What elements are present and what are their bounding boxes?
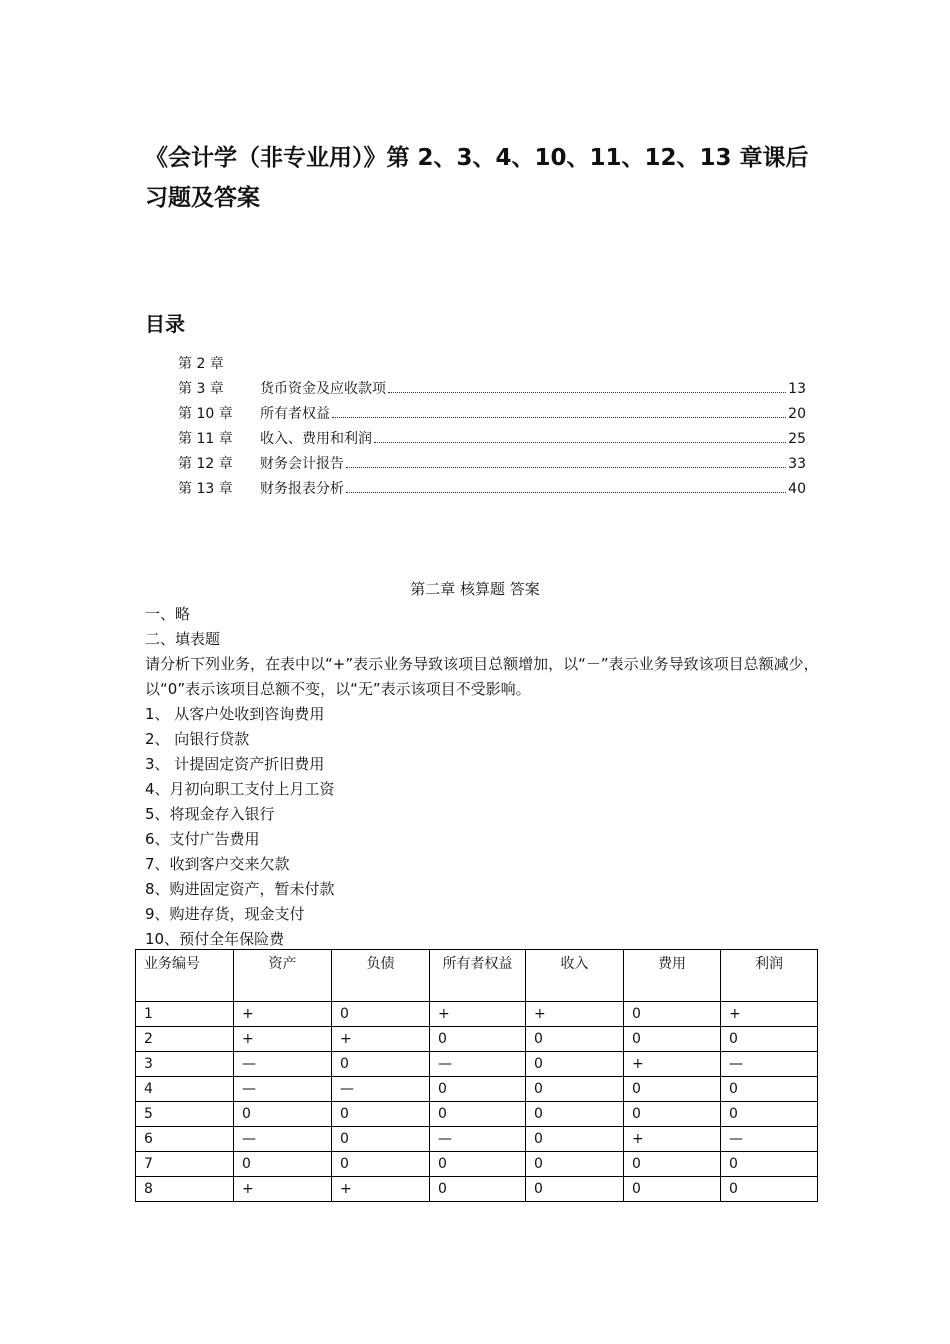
table-cell: 0 bbox=[721, 1152, 818, 1177]
toc-entry-chapter: 第 12 章 bbox=[178, 456, 233, 472]
table-cell: 6 bbox=[136, 1127, 234, 1152]
table-cell: — bbox=[430, 1052, 526, 1077]
toc-entry[interactable] bbox=[178, 352, 806, 377]
table-cell: 0 bbox=[526, 1177, 624, 1202]
table-row bbox=[136, 1052, 818, 1077]
table-cell: 0 bbox=[430, 1027, 526, 1052]
toc-entry-title: 财务报表分析 bbox=[260, 481, 344, 497]
table-cell: + bbox=[234, 1177, 332, 1202]
table-body bbox=[136, 1002, 818, 1202]
toc-entry-page: 25 bbox=[788, 431, 806, 447]
table-cell: — bbox=[234, 1127, 332, 1152]
table-row bbox=[136, 1127, 818, 1152]
table-header-row bbox=[136, 950, 818, 1002]
table-cell: + bbox=[234, 1027, 332, 1052]
toc-dot-leader bbox=[374, 442, 786, 443]
toc-entry-title: 货币资金及应收款项 bbox=[260, 381, 386, 397]
table-cell: 5 bbox=[136, 1102, 234, 1127]
table-cell: 0 bbox=[430, 1177, 526, 1202]
table-cell: 0 bbox=[332, 1102, 430, 1127]
table-cell: 0 bbox=[234, 1102, 332, 1127]
toc-dot-leader bbox=[332, 417, 786, 418]
transaction-item: 6、支付广告费用 bbox=[145, 830, 260, 848]
toc-entry[interactable] bbox=[178, 427, 806, 452]
table-cell: 0 bbox=[332, 1002, 430, 1027]
table-cell: — bbox=[234, 1052, 332, 1077]
transaction-list bbox=[145, 702, 825, 952]
toc-heading: 目录 bbox=[145, 312, 185, 336]
table-cell: — bbox=[430, 1127, 526, 1152]
transaction-item: 4、月初向职工支付上月工资 bbox=[145, 780, 335, 798]
table-row bbox=[136, 1027, 818, 1052]
table-cell: + bbox=[332, 1027, 430, 1052]
table-cell: + bbox=[332, 1177, 430, 1202]
toc-entry-chapter: 第 13 章 bbox=[178, 481, 233, 497]
table-cell: 0 bbox=[721, 1177, 818, 1202]
table-cell: 0 bbox=[430, 1077, 526, 1102]
column-header: 业务编号 bbox=[136, 950, 234, 1002]
table-cell: 0 bbox=[430, 1102, 526, 1127]
table-cell: 0 bbox=[624, 1002, 721, 1027]
transaction-item: 9、购进存货，现金支付 bbox=[145, 905, 305, 923]
column-header: 费用 bbox=[624, 950, 721, 1002]
table-cell: 0 bbox=[526, 1152, 624, 1177]
toc-entry[interactable] bbox=[178, 477, 806, 502]
table-cell: — bbox=[234, 1077, 332, 1102]
table-cell: — bbox=[721, 1127, 818, 1152]
answer-table bbox=[135, 949, 818, 1202]
transaction-item: 10、预付全年保险费 bbox=[145, 930, 285, 948]
column-header: 收入 bbox=[526, 950, 624, 1002]
table-row bbox=[136, 1152, 818, 1177]
section-heading-2: 二、填表题 bbox=[145, 630, 221, 648]
table-cell: 0 bbox=[624, 1027, 721, 1052]
table-cell: 0 bbox=[430, 1152, 526, 1177]
toc-entry[interactable] bbox=[178, 377, 806, 402]
table-cell: 0 bbox=[624, 1152, 721, 1177]
table-cell: — bbox=[721, 1052, 818, 1077]
table-cell: 0 bbox=[526, 1102, 624, 1127]
toc-entry-chapter: 第 2 章 bbox=[178, 356, 224, 372]
table-cell: + bbox=[721, 1002, 818, 1027]
table-cell: 0 bbox=[526, 1127, 624, 1152]
toc-entry-title: 所有者权益 bbox=[260, 406, 330, 422]
toc-entry-page: 20 bbox=[788, 406, 806, 422]
column-header: 利润 bbox=[721, 950, 818, 1002]
toc-entry-title: 收入、费用和利润 bbox=[260, 431, 372, 447]
table-cell: 4 bbox=[136, 1077, 234, 1102]
table-cell: 2 bbox=[136, 1027, 234, 1052]
table-of-contents bbox=[178, 352, 806, 502]
toc-entry[interactable] bbox=[178, 402, 806, 427]
toc-entry-title: 财务会计报告 bbox=[260, 456, 344, 472]
toc-entry-page: 33 bbox=[788, 456, 806, 472]
instruction-paragraph: 请分析下列业务，在表中以“+”表示业务导致该项目总额增加，以“－”表示业务导致该项目总额减少，以“0”表示该项目总额不变，以“无”表示该项目不受影响。 bbox=[145, 655, 819, 698]
table-cell: 0 bbox=[526, 1077, 624, 1102]
transaction-item: 7、收到客户交来欠款 bbox=[145, 855, 290, 873]
chapter-body bbox=[145, 602, 825, 952]
table-cell: 0 bbox=[526, 1027, 624, 1052]
toc-dot-leader bbox=[388, 392, 786, 393]
table-row bbox=[136, 1177, 818, 1202]
transaction-item: 1、 从客户处收到咨询费用 bbox=[145, 705, 325, 723]
section-heading-1: 一、略 bbox=[145, 605, 191, 623]
table-cell: 3 bbox=[136, 1052, 234, 1077]
table-cell: 0 bbox=[624, 1077, 721, 1102]
chapter-title: 第二章 核算题 答案 bbox=[410, 580, 540, 598]
table-cell: 0 bbox=[624, 1177, 721, 1202]
toc-dot-leader bbox=[346, 467, 786, 468]
table-cell: 0 bbox=[332, 1127, 430, 1152]
toc-entry-page: 13 bbox=[788, 381, 806, 397]
table-cell: — bbox=[332, 1077, 430, 1102]
table-cell: 0 bbox=[721, 1027, 818, 1052]
table-cell: 8 bbox=[136, 1177, 234, 1202]
table-cell: + bbox=[430, 1002, 526, 1027]
column-header: 负债 bbox=[332, 950, 430, 1002]
table-cell: 0 bbox=[332, 1052, 430, 1077]
table-cell: 0 bbox=[721, 1077, 818, 1102]
column-header: 所有者权益 bbox=[430, 950, 526, 1002]
transaction-item: 2、 向银行贷款 bbox=[145, 730, 250, 748]
table-cell: 0 bbox=[721, 1102, 818, 1127]
toc-entry-page: 40 bbox=[788, 481, 806, 497]
document-title: 《会计学（非专业用）》第 2、3、4、10、11、12、13 章课后习题及答案 bbox=[145, 145, 809, 211]
transaction-item: 8、购进固定资产，暂未付款 bbox=[145, 880, 335, 898]
toc-entry-chapter: 第 3 章 bbox=[178, 381, 224, 397]
table-cell: 1 bbox=[136, 1002, 234, 1027]
table-cell: 0 bbox=[526, 1052, 624, 1077]
table-row bbox=[136, 1102, 818, 1127]
table-cell: 0 bbox=[234, 1152, 332, 1177]
table-cell: + bbox=[624, 1052, 721, 1077]
transaction-item: 3、 计提固定资产折旧费用 bbox=[145, 755, 325, 773]
toc-entry-chapter: 第 11 章 bbox=[178, 431, 233, 447]
table-cell: + bbox=[526, 1002, 624, 1027]
table-row bbox=[136, 1002, 818, 1027]
table-cell: 7 bbox=[136, 1152, 234, 1177]
table-cell: + bbox=[234, 1002, 332, 1027]
toc-entry[interactable] bbox=[178, 452, 806, 477]
toc-dot-leader bbox=[346, 492, 786, 493]
column-header: 资产 bbox=[234, 950, 332, 1002]
table-cell: 0 bbox=[624, 1102, 721, 1127]
table-cell: + bbox=[624, 1127, 721, 1152]
table-row bbox=[136, 1077, 818, 1102]
transaction-item: 5、将现金存入银行 bbox=[145, 805, 275, 823]
toc-entry-chapter: 第 10 章 bbox=[178, 406, 233, 422]
table-cell: 0 bbox=[332, 1152, 430, 1177]
